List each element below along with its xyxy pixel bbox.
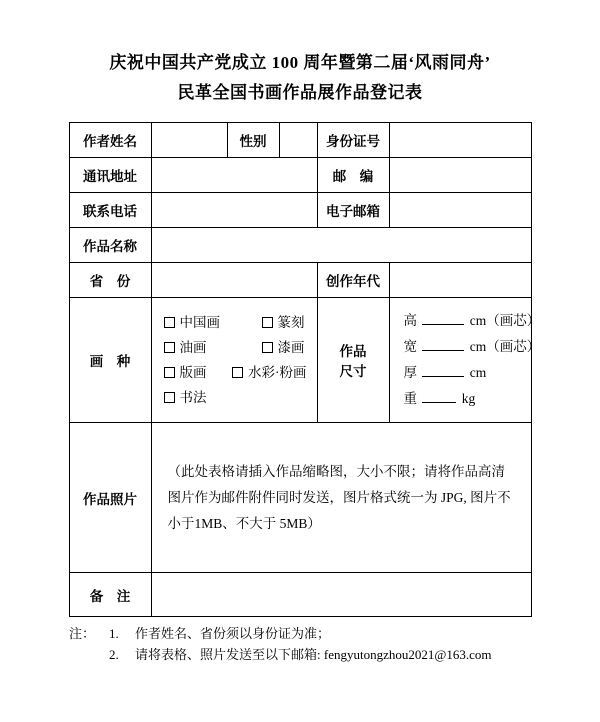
phone-label: 联系电话 bbox=[69, 193, 151, 228]
size-fields bbox=[389, 298, 541, 423]
size-input-thickness[interactable] bbox=[422, 376, 464, 377]
table-row-remark bbox=[69, 573, 531, 617]
note-spacer bbox=[69, 644, 109, 665]
email-field[interactable] bbox=[389, 193, 531, 228]
size-name: 重 bbox=[403, 391, 417, 406]
size-name: 高 bbox=[403, 313, 417, 328]
category-option-label: 篆刻 bbox=[277, 314, 305, 330]
photo-hint-text: （此处表格请插入作品缩略图，大小不限；请将作品高清图片作为邮件附件同时发送，图片格式统一为 JPG, 图片不小于1MB、不大于 5MB） bbox=[167, 463, 511, 531]
category-row-2 bbox=[164, 338, 307, 358]
size-label bbox=[317, 298, 389, 423]
table-row-address bbox=[69, 158, 531, 193]
category-option-label: 漆画 bbox=[277, 339, 305, 355]
notes-head-label: 注： bbox=[69, 626, 96, 641]
category-row-3 bbox=[164, 363, 307, 383]
address-field[interactable] bbox=[151, 158, 317, 193]
page-title bbox=[36, 48, 564, 108]
category-option-label: 水彩·粉画 bbox=[248, 364, 307, 380]
category-row-4 bbox=[164, 388, 307, 408]
size-name: 宽 bbox=[403, 339, 417, 354]
email-label: 电子邮箱 bbox=[317, 193, 389, 228]
checkbox-icon[interactable] bbox=[164, 367, 175, 378]
size-name: 厚 bbox=[403, 365, 417, 380]
form-notes bbox=[69, 623, 531, 665]
note-item-2 bbox=[69, 644, 531, 665]
size-unit: kg bbox=[461, 391, 476, 406]
category-options bbox=[151, 298, 317, 423]
category-option-printmaking[interactable] bbox=[164, 363, 215, 383]
category-row-1 bbox=[164, 313, 307, 333]
title-line-1: 庆祝中国共产党成立 100 周年暨第二届‘风雨同舟’ bbox=[109, 53, 491, 72]
size-row-weight bbox=[404, 388, 521, 410]
title-line-2: 民革全国书画作品展作品登记表 bbox=[177, 83, 423, 102]
category-option-label: 书法 bbox=[179, 389, 207, 405]
size-row-thickness bbox=[404, 362, 521, 384]
checkbox-icon[interactable] bbox=[164, 317, 175, 328]
size-unit: cm（画芯） bbox=[469, 339, 541, 354]
creation-year-field[interactable] bbox=[389, 263, 531, 298]
size-row-width bbox=[403, 336, 541, 358]
author-name-label: 作者姓名 bbox=[69, 123, 151, 158]
work-name-label: 作品名称 bbox=[69, 228, 151, 263]
category-option-oil-painting[interactable] bbox=[164, 338, 244, 358]
category-option-chinese-painting[interactable] bbox=[164, 313, 244, 333]
remark-field[interactable] bbox=[151, 573, 531, 617]
note-number: 2. bbox=[109, 647, 119, 662]
size-input-width[interactable] bbox=[422, 350, 464, 351]
checkbox-icon[interactable] bbox=[164, 342, 175, 353]
size-unit: cm bbox=[469, 365, 487, 380]
checkbox-icon[interactable] bbox=[262, 342, 273, 353]
table-row-category bbox=[69, 298, 531, 423]
table-row-photo bbox=[69, 423, 531, 573]
category-option-calligraphy[interactable] bbox=[164, 388, 244, 408]
author-name-field[interactable] bbox=[151, 123, 227, 158]
id-number-field[interactable] bbox=[389, 123, 531, 158]
table-row-contact bbox=[69, 193, 531, 228]
work-name-field[interactable] bbox=[151, 228, 531, 263]
category-option-label: 油画 bbox=[179, 339, 207, 355]
checkbox-icon[interactable] bbox=[232, 367, 243, 378]
category-label: 画 种 bbox=[69, 298, 151, 423]
table-row-author bbox=[69, 123, 531, 158]
postcode-field[interactable] bbox=[389, 158, 531, 193]
table-row-work-name bbox=[69, 228, 531, 263]
remark-label: 备 注 bbox=[69, 573, 151, 617]
category-option-seal-carving[interactable] bbox=[262, 313, 305, 333]
category-option-watercolor-pastel[interactable] bbox=[232, 363, 307, 383]
size-unit: cm（画芯） bbox=[469, 313, 541, 328]
table-row-province bbox=[69, 263, 531, 298]
size-row-height bbox=[403, 310, 541, 332]
note-text: 作者姓名、省份须以身份证为准； bbox=[135, 626, 331, 641]
note-item-1 bbox=[69, 623, 531, 644]
phone-field[interactable] bbox=[151, 193, 317, 228]
size-label-line-1: 作品 bbox=[339, 344, 367, 359]
category-option-label: 版画 bbox=[179, 364, 207, 380]
postcode-label: 邮 编 bbox=[317, 158, 389, 193]
note-number: 1. bbox=[109, 626, 119, 641]
checkbox-icon[interactable] bbox=[262, 317, 273, 328]
gender-label: 性别 bbox=[227, 123, 279, 158]
size-input-height[interactable] bbox=[422, 324, 464, 325]
registration-form-table bbox=[69, 122, 541, 617]
province-field[interactable] bbox=[151, 263, 317, 298]
photo-upload-area[interactable] bbox=[151, 423, 531, 573]
size-input-weight[interactable] bbox=[422, 402, 456, 403]
province-label: 省 份 bbox=[69, 263, 151, 298]
category-option-label: 中国画 bbox=[179, 314, 220, 330]
checkbox-icon[interactable] bbox=[164, 392, 175, 403]
note-text: 请将表格、照片发送至以下邮箱: fengyutongzhou2021@163.com bbox=[135, 647, 492, 662]
address-label: 通讯地址 bbox=[69, 158, 151, 193]
photo-label: 作品照片 bbox=[69, 423, 151, 573]
gender-field[interactable] bbox=[279, 123, 317, 158]
id-number-label: 身份证号 bbox=[317, 123, 389, 158]
creation-year-label: 创作年代 bbox=[317, 263, 389, 298]
category-option-lacquer-painting[interactable] bbox=[262, 338, 305, 358]
size-label-line-2: 尺寸 bbox=[339, 364, 367, 379]
